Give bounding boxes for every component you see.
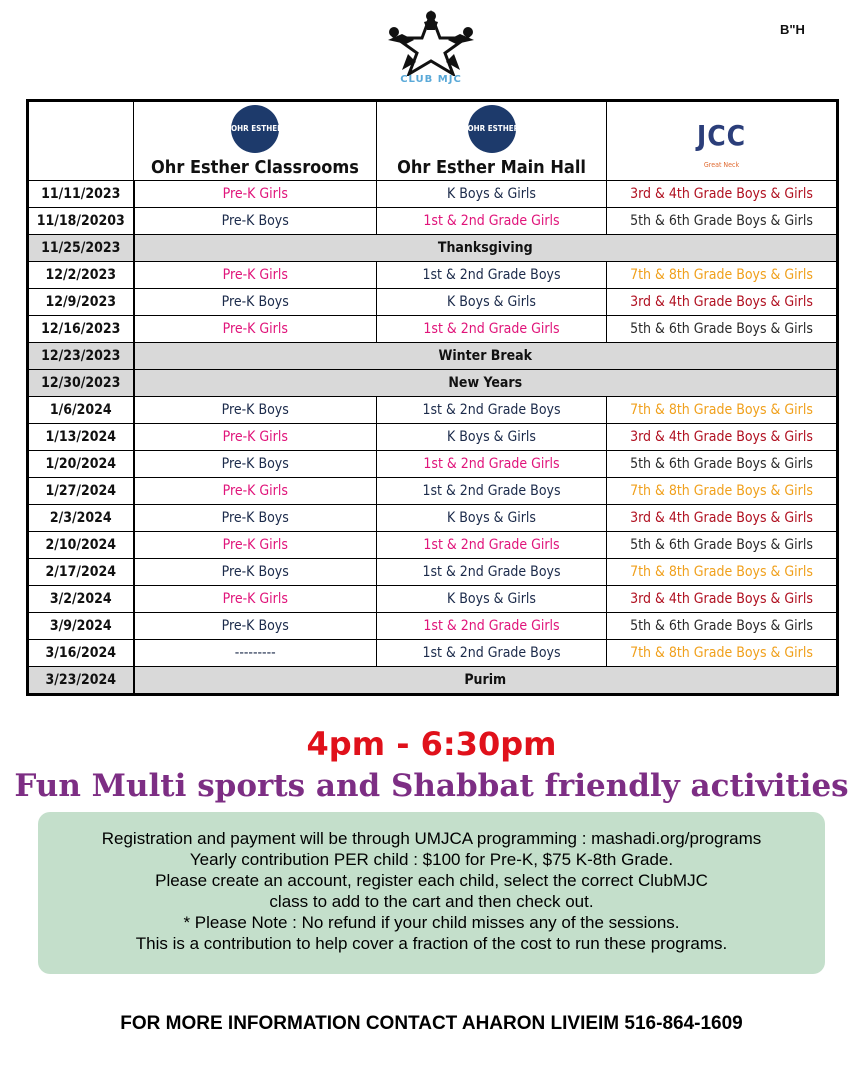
info-line: * Please Note : No refund if your child misses any of the sessions.: [183, 913, 680, 932]
schedule-holiday-row: [28, 667, 838, 695]
schedule-holiday-row: [28, 343, 838, 370]
bh-mark: B"H: [780, 22, 805, 37]
session-group-cell: Pre-K Girls: [134, 478, 377, 505]
schedule-holiday-row: [28, 235, 838, 262]
row-date: 2/3/2024: [28, 505, 134, 532]
info-line: This is a contribution to help cover a fraction of the cost to run these programs.: [135, 934, 728, 953]
session-group-cell: 1st & 2nd Grade Girls: [377, 613, 607, 640]
row-date: 1/20/2024: [28, 451, 134, 478]
session-group-cell: 3rd & 4th Grade Boys & Girls: [607, 424, 838, 451]
info-line: Please create an account, register each child, select the correct ClubMJC: [155, 871, 708, 890]
session-group-cell: 5th & 6th Grade Boys & Girls: [607, 316, 838, 343]
row-date: 3/16/2024: [28, 640, 134, 667]
row-date: 1/13/2024: [28, 424, 134, 451]
holiday-label: Winter Break: [134, 343, 838, 370]
row-date: 1/6/2024: [28, 397, 134, 424]
session-group-cell: Pre-K Girls: [134, 586, 377, 613]
row-date: 11/18/20203: [28, 208, 134, 235]
header-ohr-esther-classrooms: [134, 101, 377, 181]
session-group-cell: 7th & 8th Grade Boys & Girls: [607, 397, 838, 424]
schedule-row: [28, 451, 838, 478]
tagline: Fun Multi sports and Shabbat friendly activities: [14, 768, 849, 804]
session-group-cell: Pre-K Boys: [134, 208, 377, 235]
schedule-row: [28, 505, 838, 532]
session-group-cell: 1st & 2nd Grade Girls: [377, 316, 607, 343]
session-group-cell: K Boys & Girls: [377, 181, 607, 208]
schedule-row: [28, 424, 838, 451]
session-group-cell: ---------: [134, 640, 377, 667]
session-group-cell: 3rd & 4th Grade Boys & Girls: [607, 289, 838, 316]
session-group-cell: 7th & 8th Grade Boys & Girls: [607, 640, 838, 667]
session-group-cell: 1st & 2nd Grade Boys: [377, 559, 607, 586]
schedule-body: [28, 181, 838, 695]
club-mjc-logo: [380, 10, 482, 90]
schedule-row: [28, 640, 838, 667]
session-group-cell: Pre-K Girls: [134, 181, 377, 208]
info-line: Registration and payment will be through UMJCA programming : mashadi.org/programs: [101, 829, 762, 848]
session-group-cell: 3rd & 4th Grade Boys & Girls: [607, 181, 838, 208]
row-date: 12/9/2023: [28, 289, 134, 316]
session-group-cell: 3rd & 4th Grade Boys & Girls: [607, 505, 838, 532]
jcc-logo: [682, 121, 762, 172]
session-group-cell: 3rd & 4th Grade Boys & Girls: [607, 586, 838, 613]
schedule-row: [28, 208, 838, 235]
schedule-row: [28, 262, 838, 289]
ohr-esther-logo-icon: OHR ESTHER: [468, 105, 516, 153]
row-date: 12/2/2023: [28, 262, 134, 289]
row-date: 12/16/2023: [28, 316, 134, 343]
schedule-row: [28, 397, 838, 424]
row-date: 2/17/2024: [28, 559, 134, 586]
session-group-cell: 7th & 8th Grade Boys & Girls: [607, 559, 838, 586]
info-line: class to add to the cart and then check out.: [269, 892, 594, 911]
row-date: 2/10/2024: [28, 532, 134, 559]
holiday-label: New Years: [134, 370, 838, 397]
contact-info: FOR MORE INFORMATION CONTACT AHARON LIVIEIM 516-864-1609: [120, 1013, 743, 1034]
session-group-cell: K Boys & Girls: [377, 289, 607, 316]
session-group-cell: K Boys & Girls: [377, 424, 607, 451]
jcc-logo-subtitle: Great Neck: [703, 161, 740, 169]
schedule-row: [28, 559, 838, 586]
session-group-cell: Pre-K Boys: [134, 289, 377, 316]
session-group-cell: Pre-K Girls: [134, 532, 377, 559]
row-date: 3/9/2024: [28, 613, 134, 640]
schedule-row: [28, 316, 838, 343]
session-group-cell: Pre-K Girls: [134, 316, 377, 343]
header-jcc: [607, 101, 838, 181]
session-group-cell: 7th & 8th Grade Boys & Girls: [607, 262, 838, 289]
session-group-cell: K Boys & Girls: [377, 586, 607, 613]
session-group-cell: Pre-K Boys: [134, 613, 377, 640]
session-group-cell: Pre-K Boys: [134, 397, 377, 424]
session-group-cell: 7th & 8th Grade Boys & Girls: [607, 478, 838, 505]
jcc-logo-icon: JCC: [696, 119, 747, 152]
info-line: Yearly contribution PER child : $100 for Pre-K, $75 K-8th Grade.: [189, 850, 674, 869]
session-group-cell: K Boys & Girls: [377, 505, 607, 532]
session-group-cell: 5th & 6th Grade Boys & Girls: [607, 451, 838, 478]
session-group-cell: Pre-K Girls: [134, 262, 377, 289]
schedule-row: [28, 289, 838, 316]
session-group-cell: Pre-K Boys: [134, 451, 377, 478]
schedule-row: [28, 532, 838, 559]
schedule-row: [28, 586, 838, 613]
header-ohr-esther-main-hall: [377, 101, 607, 181]
row-date: 11/11/2023: [28, 181, 134, 208]
session-group-cell: 5th & 6th Grade Boys & Girls: [607, 208, 838, 235]
row-date: 12/23/2023: [28, 343, 134, 370]
holiday-label: Thanksgiving: [134, 235, 838, 262]
schedule-row: [28, 613, 838, 640]
row-date: 11/25/2023: [28, 235, 134, 262]
schedule-holiday-row: [28, 370, 838, 397]
session-group-cell: Pre-K Girls: [134, 424, 377, 451]
row-date: 12/30/2023: [28, 370, 134, 397]
club-mjc-emblem-icon: [380, 10, 482, 76]
session-group-cell: 1st & 2nd Grade Boys: [377, 640, 607, 667]
session-group-cell: 5th & 6th Grade Boys & Girls: [607, 613, 838, 640]
session-group-cell: 1st & 2nd Grade Boys: [377, 478, 607, 505]
schedule-row: [28, 478, 838, 505]
holiday-label: Purim: [134, 667, 838, 695]
session-group-cell: Pre-K Boys: [134, 505, 377, 532]
session-group-cell: 1st & 2nd Grade Boys: [377, 397, 607, 424]
session-group-cell: 1st & 2nd Grade Girls: [377, 532, 607, 559]
column-label: Ohr Esther Classrooms: [151, 157, 359, 178]
column-label: Ohr Esther Main Hall: [397, 157, 586, 178]
session-group-cell: 1st & 2nd Grade Boys: [377, 262, 607, 289]
session-group-cell: 5th & 6th Grade Boys & Girls: [607, 532, 838, 559]
session-time: 4pm - 6:30pm: [306, 725, 557, 763]
schedule-row: [28, 181, 838, 208]
row-date: 1/27/2024: [28, 478, 134, 505]
session-group-cell: Pre-K Boys: [134, 559, 377, 586]
session-group-cell: 1st & 2nd Grade Girls: [377, 451, 607, 478]
row-date: 3/23/2024: [28, 667, 134, 695]
session-group-cell: 1st & 2nd Grade Girls: [377, 208, 607, 235]
registration-info-box: [38, 812, 825, 974]
row-date: 3/2/2024: [28, 586, 134, 613]
ohr-esther-logo-icon: OHR ESTHER: [231, 105, 279, 153]
club-mjc-logo-text: CLUB MJC: [400, 74, 462, 85]
schedule-table: [26, 99, 839, 696]
header-date-cell: [28, 101, 134, 181]
schedule-header-row: [28, 101, 838, 181]
